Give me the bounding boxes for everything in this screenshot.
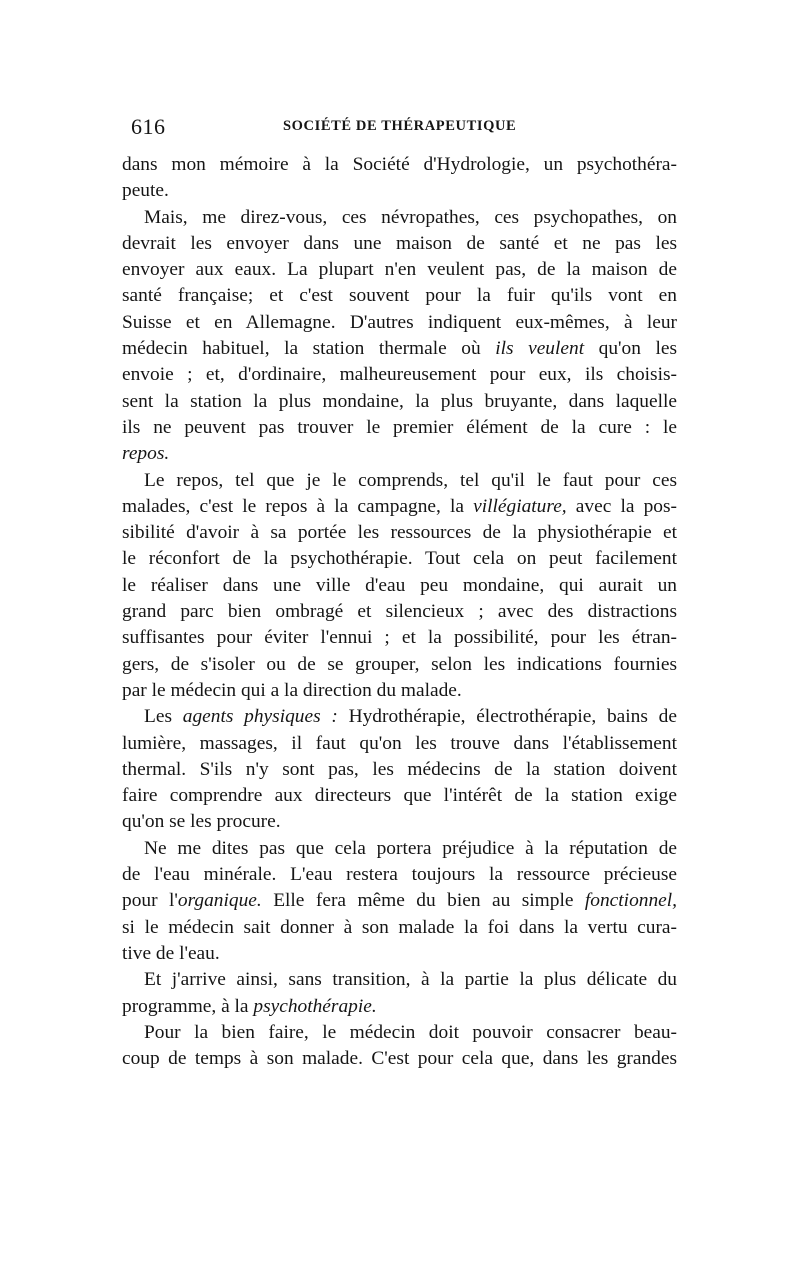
text-segment: thermal. S'ils n'y sont pas, les médecins de la station doivent — [122, 758, 677, 780]
italic-text: fonctionnel, — [584, 890, 677, 912]
text-line — [122, 809, 677, 835]
text-segment: lumière, massages, il faut qu'on les trouve dans l'établissement — [122, 732, 677, 754]
text-line — [122, 362, 677, 388]
italic-text: villégiature, — [473, 495, 567, 517]
text-line — [122, 546, 677, 572]
text-segment: Hydrothérapie, électrothérapie, bains de — [337, 706, 677, 728]
text-segment: santé française; et c'est souvent pour la fuir qu'ils vont en — [122, 285, 677, 307]
text-line — [122, 178, 677, 204]
text-line — [122, 731, 677, 757]
text-segment: devrait les envoyer dans une maison de santé et ne pas les — [122, 232, 677, 254]
text-segment: envoie ; et, d'ordinaire, malheureusement pour eux, ils choisis- — [122, 364, 677, 386]
page-number: 616 — [131, 114, 166, 139]
text-line — [122, 704, 677, 730]
text-line — [122, 441, 677, 467]
text-segment: malades, c'est le repos à la campagne, la — [122, 495, 474, 517]
text-line — [122, 994, 677, 1020]
text-line — [122, 625, 677, 651]
text-segment: faire comprendre aux directeurs que l'intérêt de la station exige — [122, 785, 677, 807]
text-segment: gers, de s'isoler ou de se grouper, selon les indications fournies — [122, 653, 677, 675]
text-segment: Le repos, tel que je le comprends, tel qu'il le faut pour ces — [144, 469, 677, 491]
text-segment: tive de l'eau. — [122, 942, 220, 964]
text-line — [122, 888, 677, 914]
running-title: SOCIÉTÉ DE THÉRAPEUTIQUE — [283, 118, 517, 134]
text-line — [122, 520, 677, 546]
text-line — [122, 468, 677, 494]
text-segment: qu'on les — [584, 338, 677, 360]
text-segment: le réaliser dans une ville d'eau peu mondaine, qui aurait un — [122, 574, 677, 596]
text-segment: suffisantes pour éviter l'ennui ; et la possibilité, pour les étran- — [122, 627, 677, 649]
text-segment: avec la pos- — [566, 495, 677, 517]
text-line — [122, 205, 677, 231]
text-segment: Ne me dites pas que cela portera préjudice à la réputation de — [144, 837, 677, 859]
text-line — [122, 231, 677, 257]
text-segment: qu'on se les procure. — [122, 811, 281, 833]
text-segment: pour l' — [122, 890, 178, 912]
text-line — [122, 573, 677, 599]
text-segment: coup de temps à son malade. C'est pour cela que, dans les grandes — [122, 1048, 677, 1070]
italic-text: repos. — [122, 443, 170, 465]
text-segment: Mais, me direz-vous, ces névropathes, ces psychopathes, on — [144, 206, 677, 228]
text-segment: médecin habituel, la station thermale où — [122, 338, 496, 360]
text-segment: le réconfort de la psychothérapie. Tout cela on peut facilement — [122, 548, 677, 570]
text-line — [122, 1020, 677, 1046]
text-segment: sent la station la plus mondaine, la plus bruyante, dans laquelle — [122, 390, 677, 412]
text-line — [122, 862, 677, 888]
text-segment: programme, à la — [122, 995, 254, 1017]
text-segment: si le médecin sait donner à son malade la foi dans la vertu cura- — [122, 916, 677, 938]
text-segment: de l'eau minérale. L'eau restera toujours la ressource précieuse — [122, 864, 677, 886]
text-line — [122, 1046, 677, 1072]
text-line — [122, 152, 677, 178]
text-line — [122, 783, 677, 809]
italic-text: organique. — [177, 890, 262, 912]
text-segment: Les — [144, 706, 183, 728]
text-segment: sibilité d'avoir à sa portée les ressources de la physiothérapie et — [122, 522, 677, 544]
text-line — [122, 967, 677, 993]
text-segment: Suisse et en Allemagne. D'autres indiquent eux-mêmes, à leur — [122, 311, 677, 333]
text-line — [122, 915, 677, 941]
text-line — [122, 310, 677, 336]
text-segment: Pour la bien faire, le médecin doit pouvoir consacrer beau- — [144, 1021, 677, 1043]
text-line — [122, 283, 677, 309]
text-segment: par le médecin qui a la direction du malade. — [122, 679, 462, 701]
text-line — [122, 494, 677, 520]
text-segment: Elle fera même du bien au simple — [261, 890, 585, 912]
text-line — [122, 652, 677, 678]
text-segment: envoyer aux eaux. La plupart n'en veulent pas, de la maison de — [122, 259, 677, 281]
text-segment: peute. — [122, 180, 169, 202]
text-line — [122, 336, 677, 362]
text-line — [122, 389, 677, 415]
body-text — [122, 152, 677, 1072]
text-segment: Et j'arrive ainsi, sans transition, à la partie la plus délicate du — [144, 969, 677, 991]
text-line — [122, 836, 677, 862]
italic-text: agents physiques : — [182, 706, 338, 728]
text-line — [122, 678, 677, 704]
text-segment: dans mon mémoire à la Société d'Hydrologie, un psychothéra- — [122, 154, 677, 175]
italic-text: psychothérapie. — [253, 995, 377, 1017]
text-line — [122, 599, 677, 625]
text-line — [122, 257, 677, 283]
italic-text: ils veulent — [495, 338, 585, 360]
running-head — [131, 114, 677, 142]
text-segment: ils ne peuvent pas trouver le premier élément de la cure : le — [122, 416, 677, 438]
text-line — [122, 941, 677, 967]
text-line — [122, 757, 677, 783]
text-segment: grand parc bien ombragé et silencieux ; avec des distractions — [122, 601, 677, 623]
text-line — [122, 415, 677, 441]
